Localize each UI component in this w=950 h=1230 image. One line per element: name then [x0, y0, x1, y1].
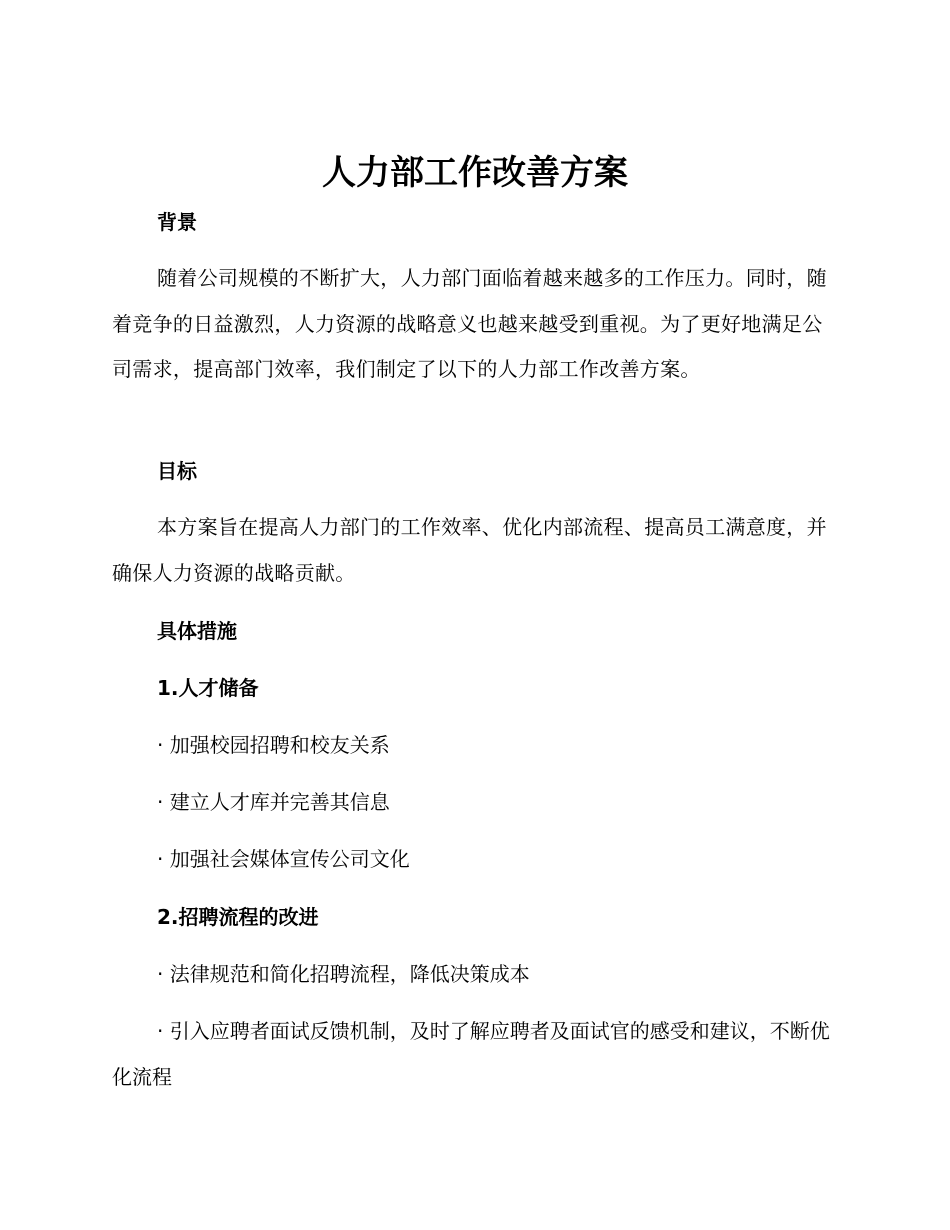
- section2-heading: 2.招聘流程的改进: [157, 905, 319, 929]
- section1-heading: 1.人才储备: [157, 676, 259, 700]
- goal-paragraph: 本方案旨在提高人力部门的工作效率、优化内部流程、提高员工满意度，并确保人力资源的战略贡献。: [112, 515, 827, 585]
- list-item: · 加强社会媒体宣传公司文化: [157, 847, 410, 871]
- document-title: 人力部工作改善方案: [322, 153, 628, 193]
- list-item: · 引入应聘者面试反馈机制，及时了解应聘者及面试官的感受和建议，不断优化流程: [112, 1019, 830, 1089]
- list-item: · 法律规范和简化招聘流程，降低决策成本: [157, 962, 530, 986]
- background-heading: 背景: [157, 210, 197, 234]
- measures-heading: 具体措施: [157, 619, 237, 643]
- goal-heading: 目标: [157, 459, 197, 483]
- list-item: · 建立人才库并完善其信息: [157, 790, 390, 814]
- list-item: · 加强校园招聘和校友关系: [157, 733, 390, 757]
- background-paragraph: 随着公司规模的不断扩大，人力部门面临着越来越多的工作压力。同时，随着竞争的日益激烈，人力资源的战略意义也越来越受到重视。为了更好地满足公司需求，提高部门效率，我们制定了以下的人力部工作改善方案。: [112, 266, 827, 381]
